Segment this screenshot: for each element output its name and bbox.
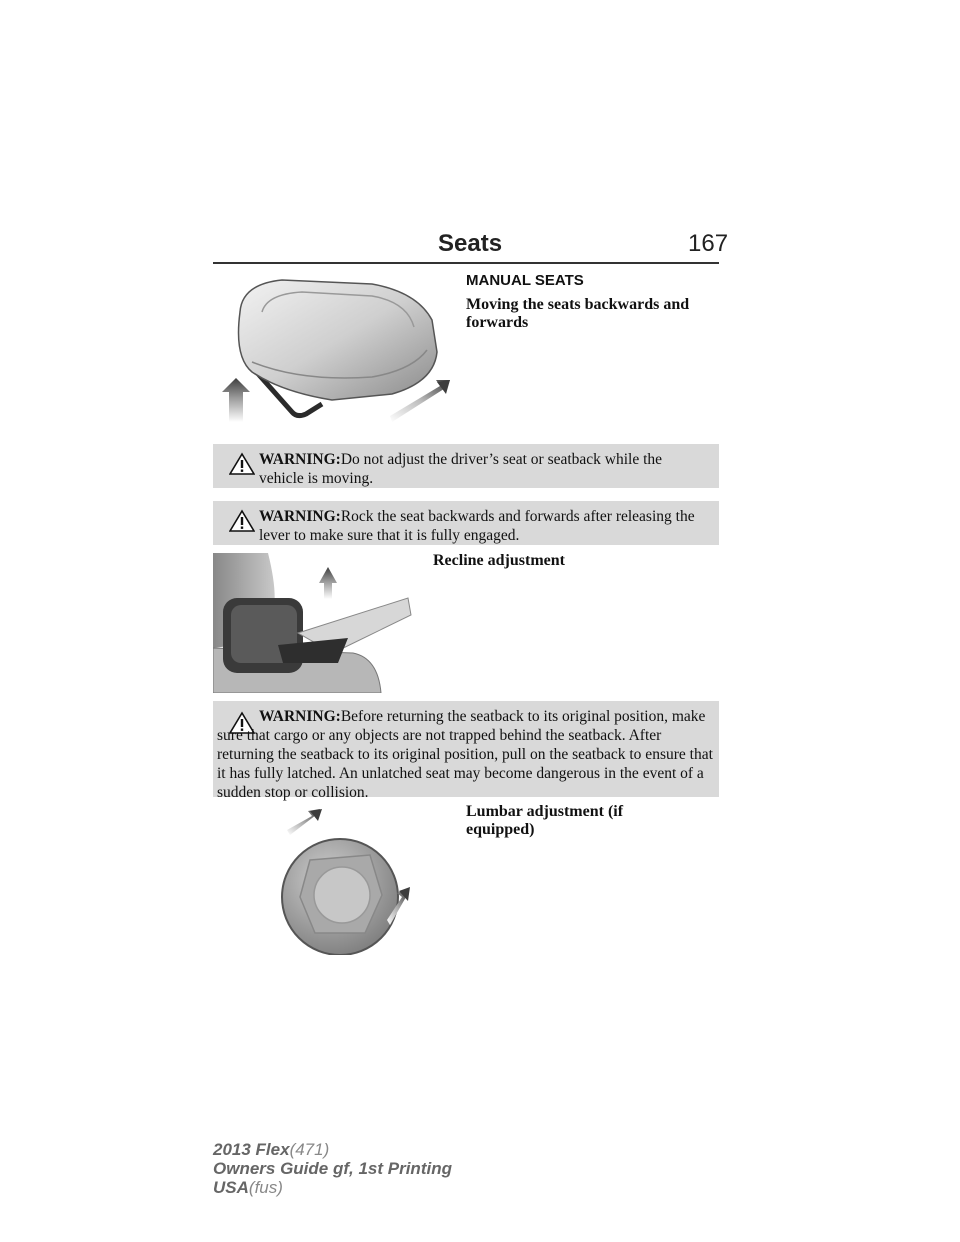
section-heading: MANUAL SEATS [466,272,584,289]
seat-cushion-illustration [222,272,457,437]
warning-box-3 [213,701,719,801]
warning-box-1 [213,444,719,488]
footer-model: 2013 Flex [213,1140,290,1159]
document-footer [213,1140,452,1197]
lumbar-heading: Lumbar adjustment (if equipped) [466,803,624,838]
footer-printing: Owners Guide gf, 1st Printing [213,1159,452,1178]
header-divider [213,262,719,264]
recline-lever-illustration [213,553,413,698]
warning-triangle-icon [229,509,255,533]
warning-box-2 [213,501,719,545]
page-section-title: Seats [438,230,503,257]
footer-line-3 [213,1178,452,1197]
footer-line-1 [213,1140,452,1159]
recline-heading: Recline adjustment [433,552,565,569]
warning-text-1 [259,450,709,488]
warning-triangle-icon [229,452,255,476]
footer-line-2 [213,1159,452,1178]
warning-body: Before returning the seatback to its original position, make sure that cargo or any objects are not trapped behind the seatback. After returning the seatback to its original position, pull on the seatback to ensure that it has fully latched. An unlatched seat may become dangerous in the event of a sudden stop or collision. [217,708,713,801]
page-number: 167 [688,230,729,257]
warning-body: Do not adjust the driver’s seat or seatback while the vehicle is moving. [259,451,663,487]
moving-seats-heading: Moving the seats backwards and forwards [466,296,690,331]
footer-model-code: (471) [289,1140,330,1159]
warning-body: Rock the seat backwards and forwards after releasing the lever to make sure that it is fully engaged. [259,508,695,544]
footer-market-code: (fus) [248,1178,283,1197]
warning-label: WARNING: [259,508,341,525]
footer-market: USA [213,1178,249,1197]
warning-label: WARNING: [259,451,341,468]
warning-label: WARNING: [259,708,341,725]
warning-text-2 [259,507,709,545]
warning-text-3 [217,707,717,802]
lumbar-knob-illustration [270,805,430,960]
